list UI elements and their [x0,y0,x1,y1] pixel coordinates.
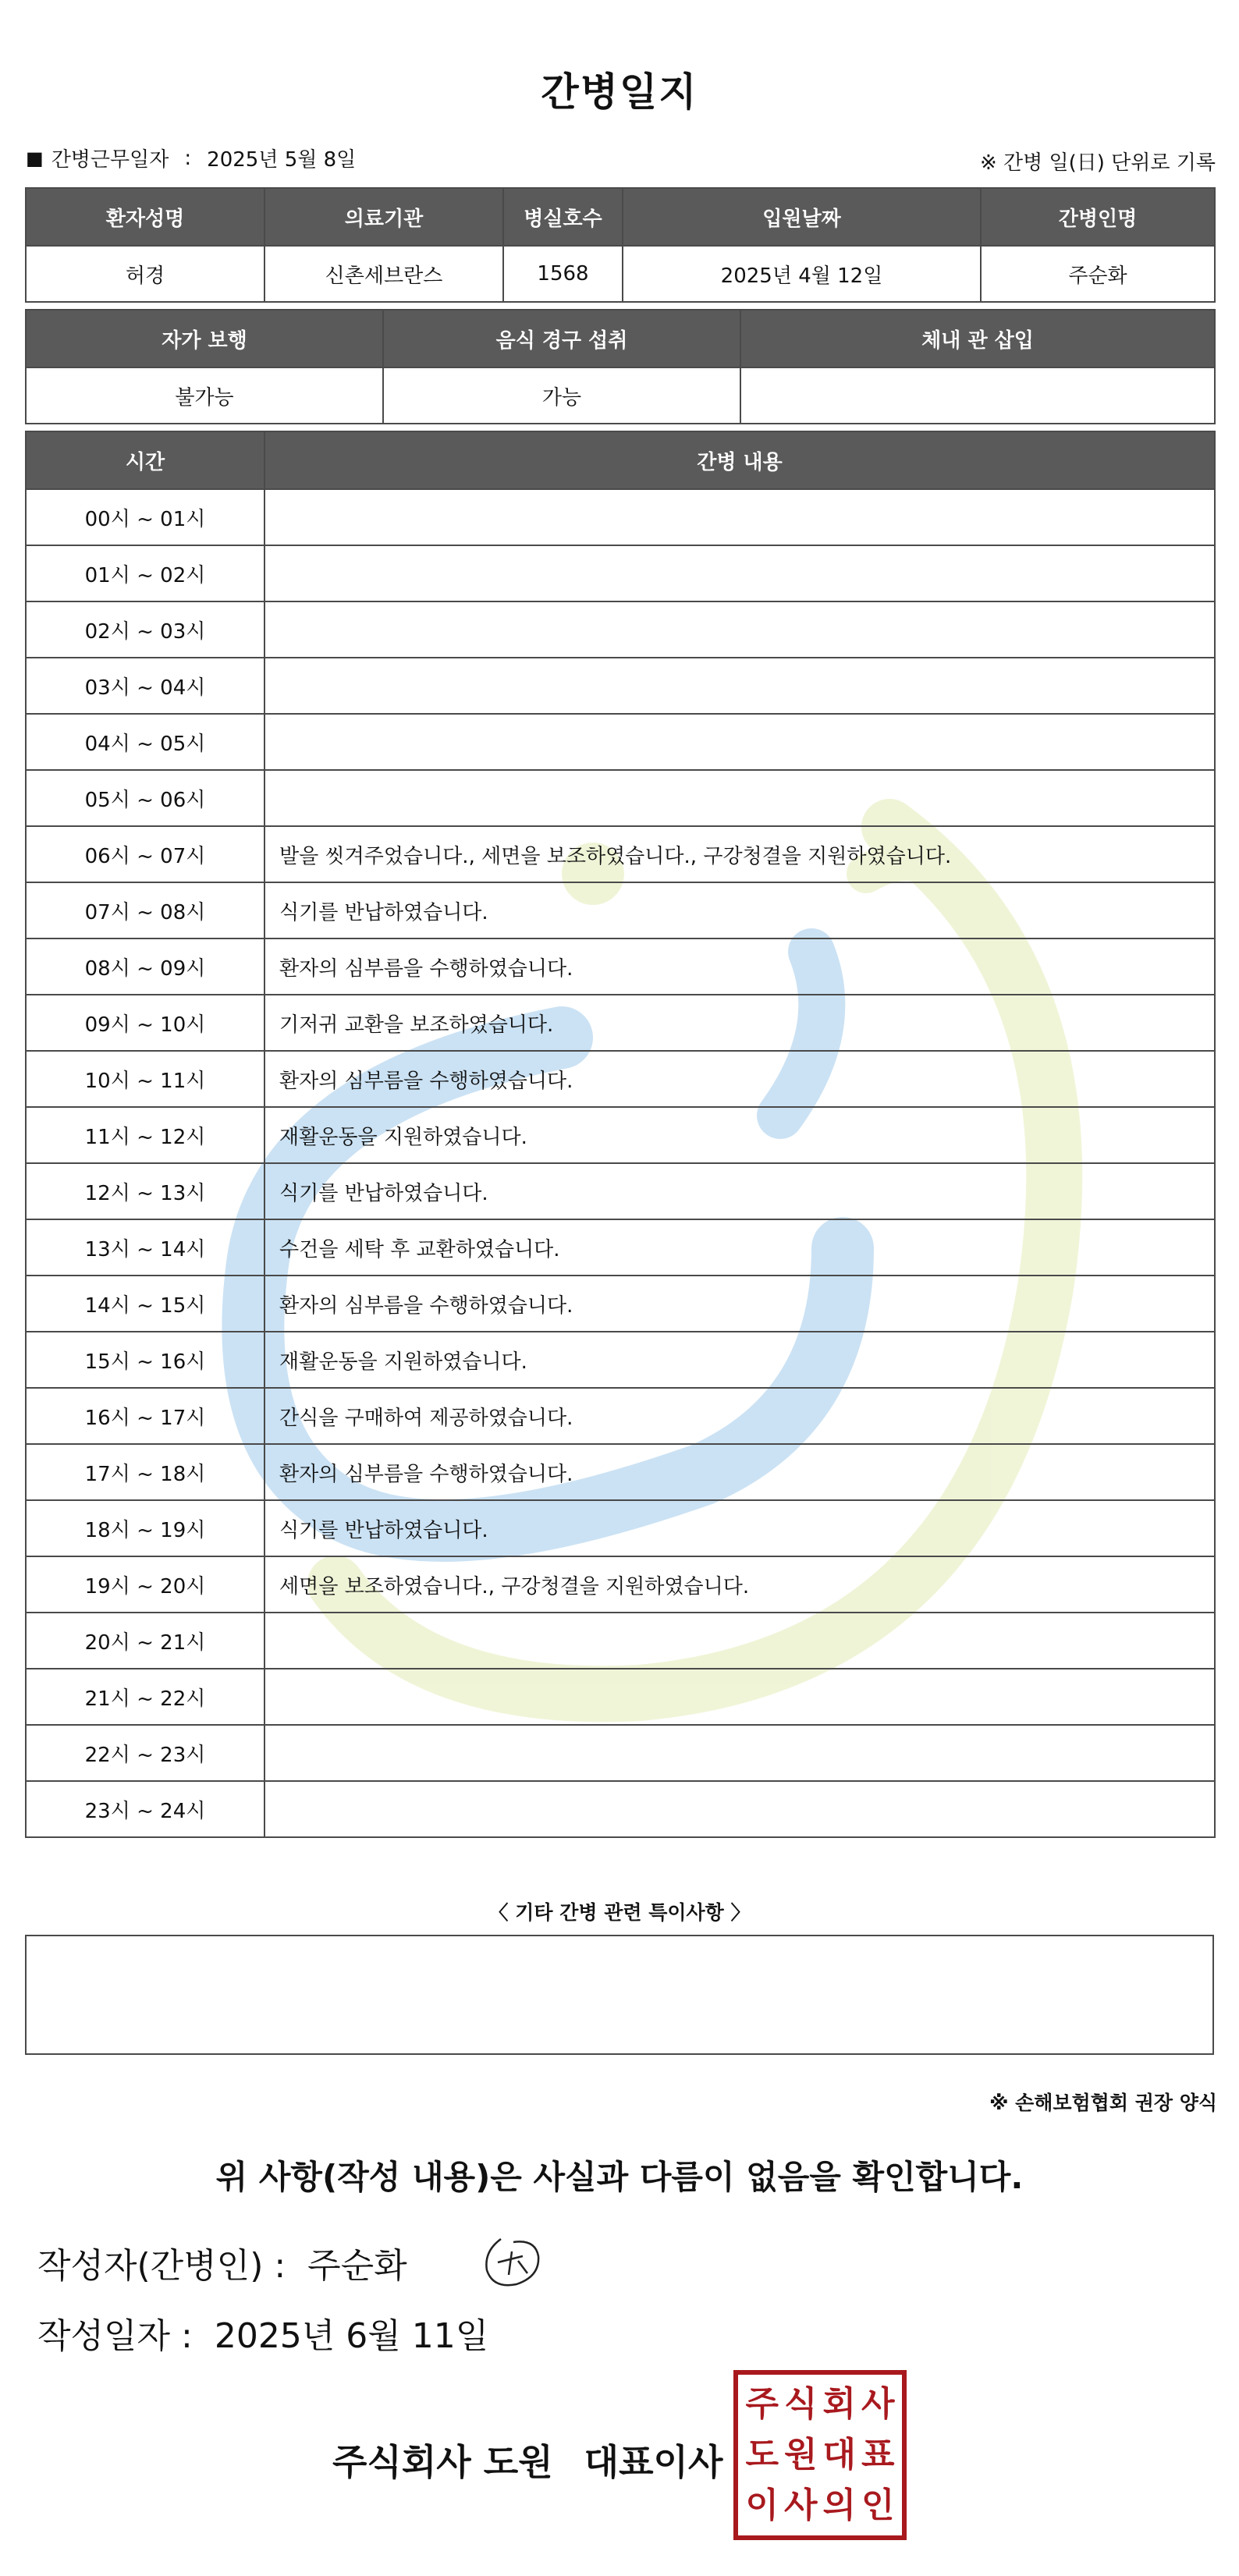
time-slot-cell: 02시 ~ 03시 [26,601,264,658]
care-content-cell [264,658,1215,714]
patient-info-value-row [26,246,1215,302]
care-content-cell [264,714,1215,770]
table-row [26,939,1215,995]
time-slot-cell: 05시 ~ 06시 [26,770,264,826]
care-content-cell [264,1669,1215,1725]
care-content-cell: 환자의 심부름을 수행하였습니다. [264,939,1215,995]
company-seal-stamp [733,2370,907,2540]
care-content-cell [264,601,1215,658]
table-row [26,1332,1215,1388]
table-row [26,1613,1215,1669]
table-row [26,1219,1215,1276]
care-content-cell [264,1725,1215,1781]
care-log-table [25,431,1216,1838]
time-slot-cell: 14시 ~ 15시 [26,1276,264,1332]
ability-value-row [26,367,1215,424]
time-slot-cell: 23시 ~ 24시 [26,1781,264,1837]
stamp-character: 식 [783,2384,818,2425]
care-content-cell: 재활운동을 지원하였습니다. [264,1332,1215,1388]
care-content-cell: 기저귀 교환을 보조하였습니다. [264,995,1215,1051]
stamp-character: 주 [745,2384,779,2425]
time-slot-cell: 07시 ~ 08시 [26,882,264,939]
stamp-character: 원 [783,2434,818,2475]
care-content-cell: 식기를 반납하였습니다. [264,1163,1215,1219]
patient-info-value-cell-0: 허경 [26,246,264,302]
time-slot-cell: 15시 ~ 16시 [26,1332,264,1388]
table-row [26,489,1215,545]
table-row [26,882,1215,939]
stamp-character: 도 [745,2434,779,2475]
patient-info-value-cell-2: 1568 [503,246,623,302]
table-row [26,1276,1215,1332]
care-content-cell: 발을 씻겨주었습니다., 세면을 보조하였습니다., 구강청결을 지원하였습니다. [264,826,1215,882]
time-slot-cell: 11시 ~ 12시 [26,1107,264,1163]
time-slot-cell: 01시 ~ 02시 [26,545,264,601]
care-log-header-cell-0: 시간 [26,431,264,489]
company-name: 주식회사 도원 [332,2441,553,2483]
care-content-cell: 환자의 심부름을 수행하였습니다. [264,1051,1215,1107]
special-notes-label: 〈 기타 간병 관련 특이사항 〉 [488,1901,751,1924]
ability-table [25,309,1216,424]
ability-header-row [26,310,1215,367]
page-title: 간병일지 [541,69,698,115]
company-ceo-title: 대표이사 [584,2441,723,2483]
care-content-cell: 세면을 보조하였습니다., 구강청결을 지원하였습니다. [264,1556,1215,1613]
written-date-line [37,2308,488,2358]
ability-header-cell-0: 자가 보행 [26,310,383,367]
patient-info-header-cell-4: 간병인명 [981,188,1215,246]
time-slot-cell: 10시 ~ 11시 [26,1051,264,1107]
stamp-character: 대 [822,2434,856,2475]
ability-header-cell-2: 체내 관 삽입 [740,310,1215,367]
time-slot-cell: 04시 ~ 05시 [26,714,264,770]
stamp-character: 사 [783,2485,818,2525]
writer-label: 작성자(간병인) : [37,2246,286,2286]
patient-info-value-cell-4: 주순화 [981,246,1215,302]
table-row [26,545,1215,601]
company-line [332,2434,722,2486]
care-content-cell [264,770,1215,826]
table-row [26,995,1215,1051]
ability-value-cell-2 [740,367,1215,424]
table-row [26,1051,1215,1107]
patient-info-value-cell-3: 2025년 4월 12일 [623,246,981,302]
table-row [26,714,1215,770]
written-date-label: 작성일자 : [37,2316,193,2356]
signature-mark [477,2228,548,2298]
table-row [26,1388,1215,1444]
table-row [26,826,1215,882]
care-content-cell: 환자의 심부름을 수행하였습니다. [264,1276,1215,1332]
patient-info-table [25,187,1216,303]
patient-info-value-cell-1: 신촌세브란스 [264,246,503,302]
care-content-cell: 간식을 구매하여 제공하였습니다. [264,1388,1215,1444]
time-slot-cell: 20시 ~ 21시 [26,1613,264,1669]
time-slot-cell: 22시 ~ 23시 [26,1725,264,1781]
square-bullet-icon: ■ [26,147,44,169]
time-slot-cell: 09시 ~ 10시 [26,995,264,1051]
table-row [26,1556,1215,1613]
time-slot-cell: 13시 ~ 14시 [26,1219,264,1276]
recommended-form-note: ※ 손해보험협회 권장 양식 [989,2092,1217,2114]
table-row [26,1163,1215,1219]
patient-info-header-cell-0: 환자성명 [26,188,264,246]
writer-name: 주순화 [307,2246,407,2286]
table-row [26,658,1215,714]
stamp-character: 이 [745,2485,779,2525]
patient-info-header-cell-1: 의료기관 [264,188,503,246]
recording-note: ※ 간병 일(日) 단위로 기록 [979,151,1216,175]
care-content-cell [264,489,1215,545]
stamp-character: 의 [822,2485,856,2525]
care-log-header-row [26,431,1215,489]
table-row [26,1725,1215,1781]
written-date-value: 2025년 6월 11일 [214,2316,489,2356]
table-row [26,1107,1215,1163]
writer-line [37,2237,407,2287]
stamp-character: 표 [861,2434,895,2475]
care-content-cell: 수건을 세탁 후 교환하였습니다. [264,1219,1215,1276]
table-row [26,1444,1215,1500]
time-slot-cell: 06시 ~ 07시 [26,826,264,882]
time-slot-cell: 18시 ~ 19시 [26,1500,264,1556]
patient-info-header-cell-2: 병실호수 [503,188,623,246]
ability-value-cell-0: 불가능 [26,367,383,424]
time-slot-cell: 08시 ~ 09시 [26,939,264,995]
patient-info-header-row [26,188,1215,246]
care-content-cell: 환자의 심부름을 수행하였습니다. [264,1444,1215,1500]
time-slot-cell: 17시 ~ 18시 [26,1444,264,1500]
colon: : [184,146,192,170]
care-content-cell [264,1781,1215,1837]
confirmation-statement: 위 사항(작성 내용)은 사실과 다름이 없음을 확인합니다. [215,2158,1024,2196]
care-content-cell: 재활운동을 지원하였습니다. [264,1107,1215,1163]
work-date-line [26,144,356,172]
special-notes-box [25,1935,1214,2055]
table-row [26,601,1215,658]
care-content-cell: 식기를 반납하였습니다. [264,1500,1215,1556]
time-slot-cell: 03시 ~ 04시 [26,658,264,714]
care-content-cell [264,545,1215,601]
work-date-value: 2025년 5월 8일 [207,148,357,172]
work-date-label: 간병근무일자 [51,148,169,172]
care-content-cell [264,1613,1215,1669]
table-row [26,1500,1215,1556]
care-log-header-cell-1: 간병 내용 [264,431,1215,489]
table-row [26,1781,1215,1837]
time-slot-cell: 16시 ~ 17시 [26,1388,264,1444]
stamp-character: 사 [861,2384,895,2425]
ability-value-cell-1: 가능 [383,367,740,424]
stamp-character: 인 [861,2485,895,2525]
stamp-character: 회 [822,2384,856,2425]
table-row [26,770,1215,826]
patient-info-header-cell-3: 입원날짜 [623,188,981,246]
time-slot-cell: 21시 ~ 22시 [26,1669,264,1725]
time-slot-cell: 19시 ~ 20시 [26,1556,264,1613]
table-row [26,1669,1215,1725]
care-content-cell: 식기를 반납하였습니다. [264,882,1215,939]
ability-header-cell-1: 음식 경구 섭취 [383,310,740,367]
time-slot-cell: 00시 ~ 01시 [26,489,264,545]
time-slot-cell: 12시 ~ 13시 [26,1163,264,1219]
